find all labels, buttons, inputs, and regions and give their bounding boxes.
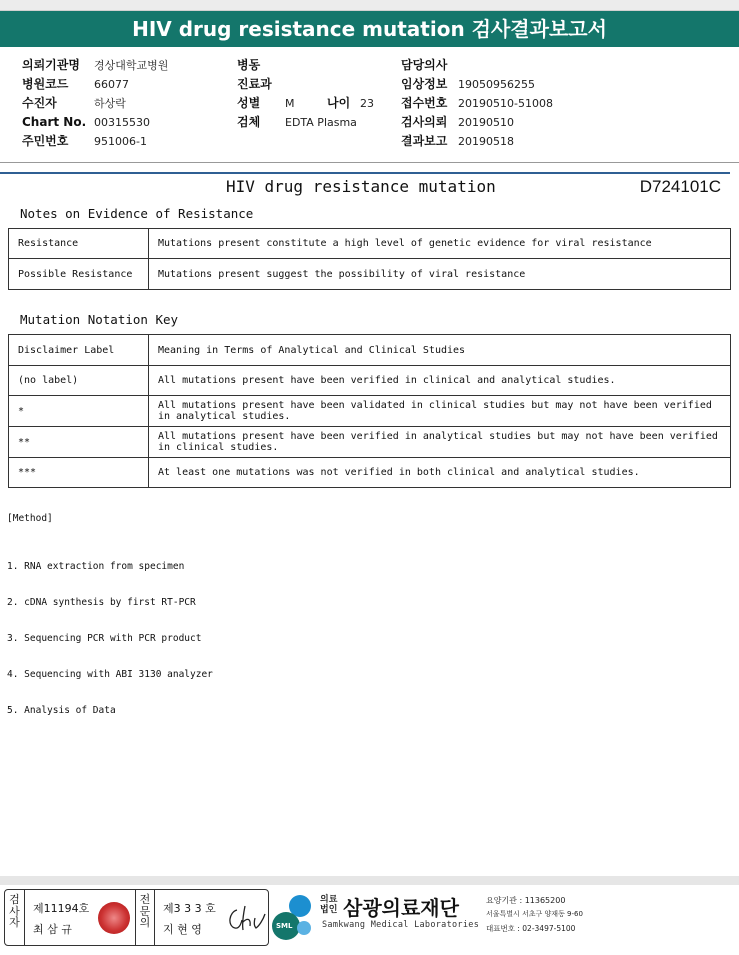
- care-code: 요양기관 : 11365200: [486, 896, 566, 905]
- address: 서울특별시 서초구 양재동 9-60: [486, 910, 583, 918]
- signature-box: [4, 889, 269, 946]
- table-header-row: [9, 335, 731, 366]
- method-step: 4. Sequencing with ABI 3130 analyzer: [7, 669, 213, 680]
- institution-label: 의뢰기관명: [22, 58, 80, 72]
- notation-text: At least one mutations was not verified in both clinical and analytical studies.: [149, 458, 731, 488]
- org-name: 삼광의료재단: [343, 896, 459, 920]
- patient-info-col1: [22, 56, 168, 151]
- method-step: 2. cDNA synthesis by first RT-PCR: [7, 597, 196, 608]
- patient-info-col2: [237, 56, 374, 132]
- examiner-number: 제11194호: [33, 902, 90, 915]
- patient-label: 수진자: [22, 96, 57, 110]
- notation-label: (no label): [9, 366, 149, 396]
- report-header-title: HIV drug resistance mutation 검사결과보고서: [0, 11, 739, 47]
- institution-value: 경상대학교병원: [94, 59, 169, 72]
- request-date: 20190510: [458, 116, 514, 129]
- table-row: [9, 396, 731, 427]
- sml-logo-icon: [270, 892, 318, 942]
- table-row: [9, 259, 731, 290]
- evidence-table: [8, 228, 731, 290]
- logo-mark: SML: [276, 922, 293, 930]
- receipt-label: 접수번호: [401, 96, 448, 110]
- specialist-label-text: 전 문 의: [139, 893, 151, 929]
- patient-info-col3: [401, 56, 553, 151]
- method-steps: [7, 537, 213, 729]
- rrn-value: 951006-1: [94, 135, 147, 148]
- table-row: [9, 366, 731, 396]
- patient-value: 하상락: [94, 97, 126, 110]
- clinical-value: 19050956255: [458, 78, 535, 91]
- evidence-label: Resistance: [9, 229, 149, 259]
- method-title: [Method]: [7, 513, 53, 524]
- specimen-label: 검체: [237, 115, 261, 129]
- examiner-label-text: 검 사 자: [9, 893, 20, 929]
- report-label: 결과보고: [401, 134, 448, 148]
- ward-label: 병동: [237, 58, 261, 72]
- org-prefix: 의료법인: [320, 895, 338, 915]
- evidence-label: Possible Resistance: [9, 259, 149, 290]
- specialist-label: [135, 890, 155, 945]
- table-row: [9, 229, 731, 259]
- evidence-text: Mutations present constitute a high level of genetic evidence for viral resistance: [149, 229, 731, 259]
- report-rule: [0, 172, 730, 174]
- dept-label: 진료과: [237, 77, 272, 91]
- notation-title: Mutation Notation Key: [20, 312, 179, 327]
- doctor-label: 담당의사: [401, 58, 448, 72]
- notation-text: All mutations present have been verified in analytical studies but may not have been verified in clinical studies.: [149, 427, 731, 458]
- method-step: 5. Analysis of Data: [7, 705, 116, 716]
- receipt-value: 20190510-51008: [458, 97, 553, 110]
- evidence-title: Notes on Evidence of Resistance: [20, 206, 254, 221]
- phone: 대표번호 : 02-3497-5100: [486, 924, 576, 933]
- report-date: 20190518: [458, 135, 514, 148]
- report-title: HIV drug resistance mutation: [226, 177, 496, 196]
- chart-label: Chart No.: [22, 115, 87, 129]
- sex-value: M: [285, 97, 295, 110]
- footer-strip: [0, 876, 739, 885]
- rrn-label: 주민번호: [22, 134, 69, 148]
- age-value: 23: [360, 97, 374, 110]
- org-english: Samkwang Medical Laboratories: [322, 920, 480, 930]
- specialist-number: 제3 3 3 호: [163, 902, 216, 915]
- report-code: D724101C: [639, 177, 721, 196]
- method-step: 1. RNA extraction from specimen: [7, 561, 185, 572]
- notation-header-label: Disclaimer Label: [9, 335, 149, 366]
- hospital-code-label: 병원코드: [22, 77, 69, 91]
- request-label: 검사의뢰: [401, 115, 448, 129]
- notation-label: ***: [9, 458, 149, 488]
- notation-label: *: [9, 396, 149, 427]
- sex-label: 성별: [237, 96, 261, 110]
- specimen-value: EDTA Plasma: [285, 116, 357, 129]
- table-row: [9, 427, 731, 458]
- examiner-name: 최 삼 규: [33, 923, 72, 936]
- age-label: 나이: [327, 96, 351, 110]
- top-strip: [0, 0, 739, 11]
- notation-header-text: Meaning in Terms of Analytical and Clinical Studies: [149, 335, 731, 366]
- table-row: [9, 458, 731, 488]
- specialist-name: 지 현 영: [163, 923, 202, 936]
- chart-value: 00315530: [94, 116, 150, 129]
- evidence-text: Mutations present suggest the possibility of viral resistance: [149, 259, 731, 290]
- seal-stamp-icon: [98, 902, 130, 934]
- notation-table: [8, 334, 731, 488]
- hospital-code-value: 66077: [94, 78, 129, 91]
- notation-label: **: [9, 427, 149, 458]
- clinical-label: 임상정보: [401, 77, 448, 91]
- examiner-label: [5, 890, 25, 945]
- method-step: 3. Sequencing PCR with PCR product: [7, 633, 202, 644]
- notation-text: All mutations present have been validated in clinical studies but may not have been verified in analytical studies.: [149, 396, 731, 427]
- signature-icon: [223, 902, 267, 936]
- notation-text: All mutations present have been verified in clinical and analytical studies.: [149, 366, 731, 396]
- info-separator: [0, 162, 739, 163]
